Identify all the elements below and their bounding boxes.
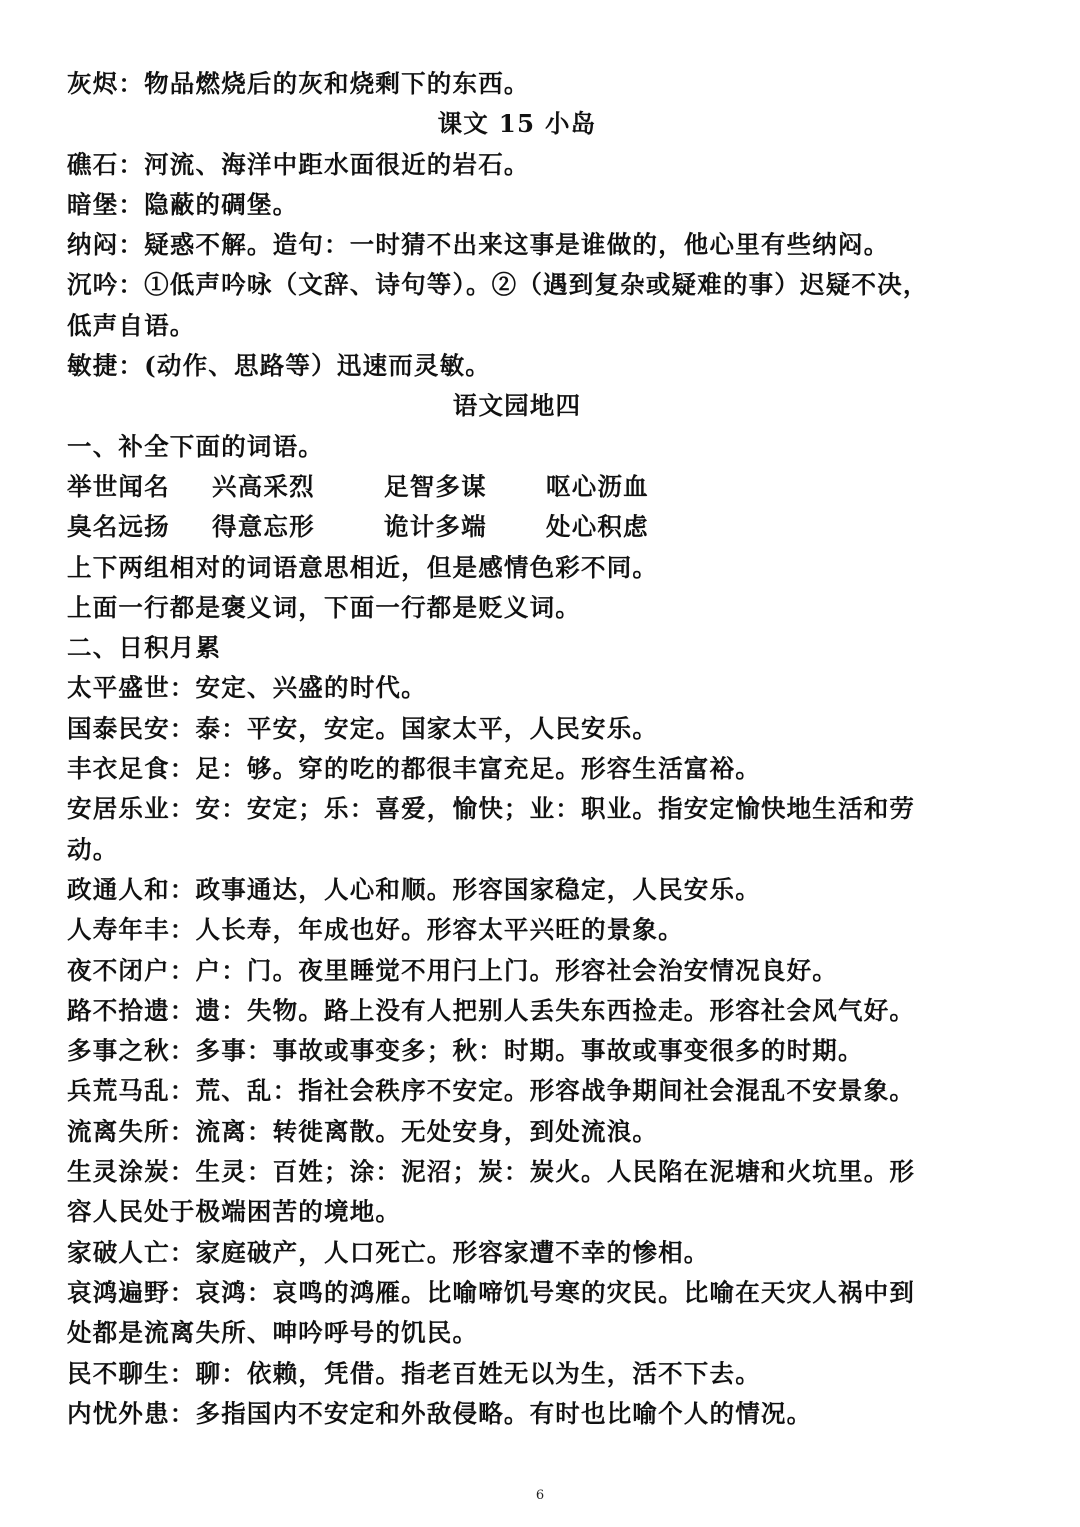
idiom-line: 路不拾遗：遗：失物。路上没有人把别人丢失东西捡走。形容社会风气好。 bbox=[67, 995, 916, 1025]
idiom-line: 国泰民安：泰：平安，安定。国家太平，人民安乐。 bbox=[67, 713, 659, 743]
idiom-line: 民不聊生：聊：依赖，凭借。指老百姓无以为生，活不下去。 bbox=[67, 1358, 761, 1388]
entry-line: 灰烬：物品燃烧后的灰和烧剩下的东西。 bbox=[67, 69, 530, 98]
word: 诡计多端 bbox=[384, 512, 487, 542]
idiom-line-continued: 容人民处于极端困苦的境地。 bbox=[67, 1197, 402, 1227]
idiom-line: 太平盛世：安定、兴盛的时代。 bbox=[67, 673, 427, 703]
word: 臭名远扬 bbox=[67, 512, 170, 542]
idiom-line-continued: 动。 bbox=[67, 834, 119, 864]
word: 举世闻名 bbox=[67, 471, 170, 501]
idiom-line: 兵荒马乱：荒、乱：指社会秩序不安定。形容战争期间社会混乱不安景象。 bbox=[67, 1076, 916, 1106]
idiom-line-continued: 处都是流离失所、呻吟呼号的饥民。 bbox=[67, 1318, 479, 1348]
entry-line: 礁石：河流、海洋中距水面很近的岩石。 bbox=[67, 149, 530, 179]
idiom-line: 家破人亡：家庭破产，人口死亡。形容家遭不幸的惨相。 bbox=[67, 1237, 710, 1267]
section-heading: 语文园地四 bbox=[452, 391, 582, 421]
idiom-line: 安居乐业：安：安定；乐：喜爱，愉快；业：职业。指安定愉快地生活和劳 bbox=[67, 794, 916, 824]
entry-line: 敏捷：(动作、思路等）迅速而灵敏。 bbox=[67, 351, 491, 381]
idiom-line: 人寿年丰：人长寿，年成也好。形容太平兴旺的景象。 bbox=[67, 915, 684, 945]
exercise-title: 二、日积月累 bbox=[67, 633, 222, 663]
note-line: 上面一行都是褒义词，下面一行都是贬义词。 bbox=[67, 592, 581, 622]
word-row bbox=[67, 507, 1027, 547]
idiom-line: 夜不闭户：户：门。夜里睡觉不用闩上门。形容社会治安情况良好。 bbox=[67, 955, 838, 985]
idiom-line: 流离失所：流离：转徙离散。无处安身，到处流浪。 bbox=[67, 1116, 659, 1146]
idiom-line: 丰衣足食：足：够。穿的吃的都很丰富充足。形容生活富裕。 bbox=[67, 754, 761, 784]
word: 处心积虑 bbox=[546, 512, 649, 542]
word: 呕心沥血 bbox=[546, 471, 649, 501]
idiom-line: 哀鸿遍野：哀鸿：哀鸣的鸿雁。比喻啼饥号寒的灾民。比喻在天灾人祸中到 bbox=[67, 1277, 916, 1307]
word: 足智多谋 bbox=[384, 471, 487, 501]
word-row bbox=[67, 467, 1027, 507]
entry-line-continued: 低声自语。 bbox=[67, 310, 196, 340]
idiom-line: 生灵涂炭：生灵：百姓；涂：泥沼；炭：炭火。人民陷在泥塘和火坑里。形 bbox=[67, 1157, 916, 1187]
document-page bbox=[67, 64, 1027, 1434]
idiom-line: 内忧外患：多指国内不安定和外敌侵略。有时也比喻个人的情况。 bbox=[67, 1398, 813, 1428]
word: 得意忘形 bbox=[212, 512, 315, 542]
note-line: 上下两组相对的词语意思相近，但是感情色彩不同。 bbox=[67, 552, 659, 582]
lesson-heading: 课文 15 小岛 bbox=[437, 109, 597, 139]
entry-line: 暗堡：隐蔽的碉堡。 bbox=[67, 189, 299, 219]
word: 兴高采烈 bbox=[212, 471, 315, 501]
entry-line: 沉吟：①低声吟咏（文辞、诗句等）。②（遇到复杂或疑难的事）迟疑不决， bbox=[67, 270, 929, 300]
idiom-line: 多事之秋：多事：事故或事变多；秋：时期。事故或事变很多的时期。 bbox=[67, 1036, 864, 1066]
idiom-line: 政通人和：政事通达，人心和顺。形容国家稳定，人民安乐。 bbox=[67, 874, 761, 904]
page-number: 6 bbox=[535, 1488, 545, 1503]
entry-line: 纳闷：疑惑不解。造句：一时猜不出来这事是谁做的，他心里有些纳闷。 bbox=[67, 230, 890, 260]
exercise-title: 一、补全下面的词语。 bbox=[67, 431, 324, 461]
